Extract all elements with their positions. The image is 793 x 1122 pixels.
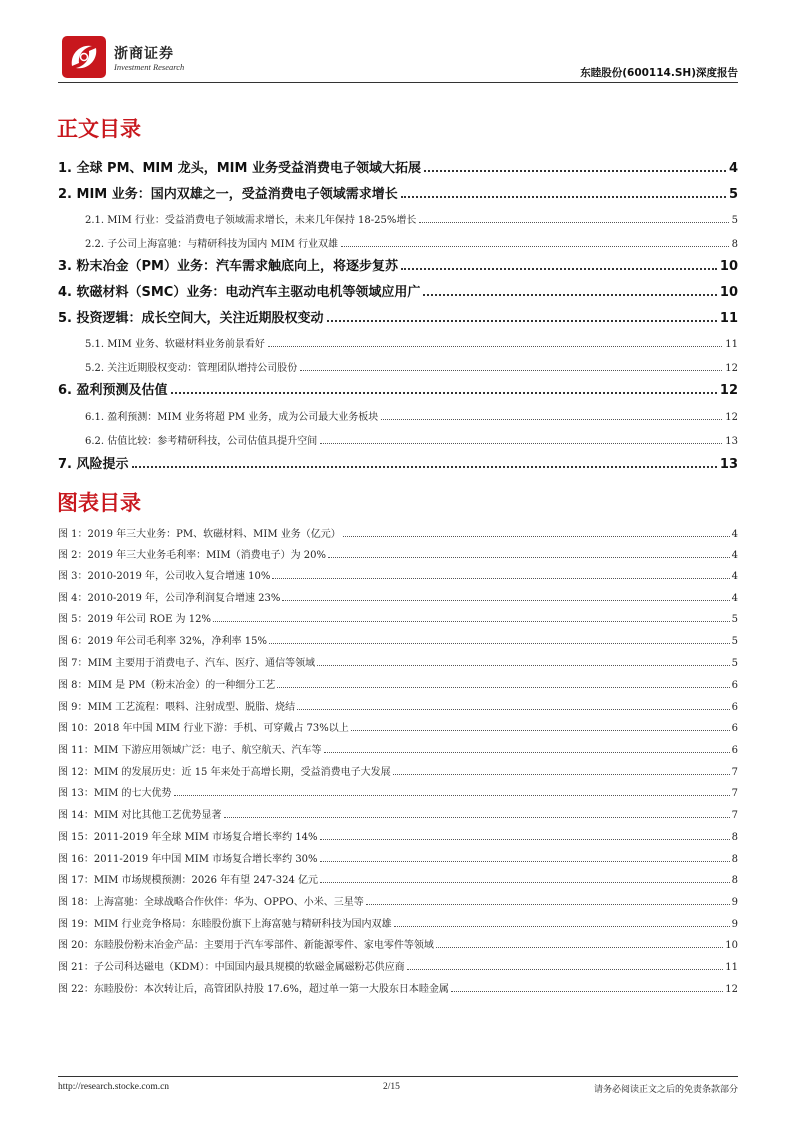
figure-entry-text: 图 22：东睦股份：本次转让后，高管团队持股 17.6%，超过单一第一大股东日本睦金属 [58,984,449,995]
figure-entry-text: 图 10：2018 年中国 MIM 行业下游：手机、可穿戴占 73%以上 [58,723,349,734]
page-indicator: 2/15 [383,1082,400,1092]
brand-name-en: Investment Research [114,62,185,72]
figure-entry[interactable] [58,524,738,540]
toc-entry-page: 11 [725,339,738,350]
dot-leader [343,536,730,537]
toc-entry-page: 13 [725,436,738,447]
dot-leader [317,665,729,666]
dot-leader [277,687,729,688]
toc-entry-text: 1. 全球 PM、MIM 龙头，MIM 业务受益消费电子领域大拓展 [58,161,421,176]
toc-entry[interactable] [58,282,738,300]
toc-entry-page: 12 [725,363,738,374]
figure-entry-page: 6 [731,702,738,713]
toc-entry-text: 4. 软磁材料（SMC）业务：电动汽车主驱动电机等领域应用广 [58,285,421,300]
figure-entry-text: 图 3：2010-2019 年，公司收入复合增速 10% [58,571,271,582]
toc-entry-text: 3. 粉末冶金（PM）业务：汽车需求触底向上，将逐步复苏 [58,259,398,274]
figure-entry-page: 8 [731,875,738,886]
figure-entry[interactable] [58,653,738,669]
report-title: 东睦股份(600114.SH)深度报告 [580,67,738,79]
dot-leader [401,268,717,270]
dot-leader [351,730,730,731]
toc-entry-text: 6.1. 盈利预测：MIM 业务将超 PM 业务，成为公司最大业务板块 [85,412,379,423]
dot-leader [300,370,722,371]
dot-leader [407,969,724,970]
dot-leader [320,882,730,883]
figure-entry-page: 7 [731,788,738,799]
figure-entry-page: 7 [731,810,738,821]
dot-leader [213,621,730,622]
figure-entry[interactable] [58,957,738,973]
dot-leader [366,904,730,905]
brand-name-cn: 浙商证券 [114,46,174,62]
dot-leader [419,222,728,223]
figure-entry-page: 5 [731,636,738,647]
toc-heading: 正文目录 [57,117,141,141]
figure-entry-text: 图 15：2011-2019 年全球 MIM 市场复合增长率约 14% [58,832,318,843]
figure-entry-text: 图 2：2019 年三大业务毛利率：MIM（消费电子）为 20% [58,550,327,561]
toc-entry-text: 6. 盈利预测及估值 [58,383,168,398]
toc-subentry[interactable] [58,332,738,350]
toc-entry-text: 5.2. 关注近期股权变动：管理团队增持公司股份 [85,363,298,374]
header-divider [58,82,738,83]
toc-entry-text: 5.1. MIM 业务、软磁材料业务前景看好 [85,339,265,350]
figure-entry-page: 7 [731,767,738,778]
toc-entry-page: 12 [725,412,738,423]
toc-entry[interactable] [58,158,738,176]
toc-entry[interactable] [58,308,738,326]
figure-entry-text: 图 16：2011-2019 年中国 MIM 市场复合增长率约 30% [58,854,318,865]
figure-entry[interactable] [58,609,738,625]
figure-list-heading: 图表目录 [57,491,141,515]
figure-entry[interactable] [58,740,738,756]
dot-leader [324,752,730,753]
dot-leader [282,600,729,601]
dot-leader [132,466,717,468]
toc-entry-text: 2.1. MIM 行业：受益消费电子领域需求增长，未来几年保持 18-25%增长 [85,215,417,226]
dot-leader [297,709,729,710]
figure-entry-text: 图 13：MIM 的七大优势 [58,788,172,799]
dot-leader [171,392,717,394]
figure-entry[interactable] [58,762,738,778]
disclaimer-notice: 请务必阅读正文之后的免责条款部分 [593,1085,738,1095]
figure-entry[interactable] [58,979,738,995]
toc-entry[interactable] [58,380,738,398]
toc-entry-page: 12 [719,383,738,398]
toc-entry[interactable] [58,184,738,202]
toc-entry-text: 7. 风险提示 [58,457,129,472]
figure-entry-text: 图 18：上海富驰：全球战略合作伙伴：华为、OPPO、小米、三星等 [58,897,364,908]
figure-entry[interactable] [58,631,738,647]
toc-subentry[interactable] [58,208,738,226]
toc-entry-text: 2. MIM 业务：国内双雄之一，受益消费电子领域需求增长 [58,187,398,202]
toc-entry-page: 5 [731,215,738,226]
figure-entry-page: 12 [725,984,738,995]
toc-entry-page: 10 [719,259,738,274]
dot-leader [381,419,722,420]
figure-entry-text: 图 4：2010-2019 年，公司净利润复合增速 23% [58,593,281,604]
toc-subentry[interactable] [58,232,738,250]
figure-entry-text: 图 20：东睦股份粉末冶金产品：主要用于汽车零部件、新能源零件、家电零件等领域 [58,940,434,951]
dot-leader [268,346,722,347]
figure-entry-text: 图 1：2019 年三大业务：PM、软磁材料、MIM 业务（亿元） [58,529,341,540]
page-header [58,34,738,80]
figure-entry-page: 4 [731,571,738,582]
dot-leader [320,443,722,444]
figure-entry-text: 图 19：MIM 行业竞争格局：东睦股份旗下上海富驰与精研科技为国内双雄 [58,919,392,930]
dot-leader [393,774,730,775]
figure-entry-text: 图 14：MIM 对比其他工艺优势显著 [58,810,222,821]
figure-entry-text: 图 21：子公司科达磁电（KDM）：中国国内最具规模的软磁金属磁粉芯供应商 [58,962,405,973]
figure-entry-page: 5 [731,614,738,625]
toc-subentry[interactable] [58,429,738,447]
figure-entry-page: 6 [731,745,738,756]
figure-entry[interactable] [58,892,738,908]
toc-entry-page: 11 [719,311,738,326]
dot-leader [394,926,730,927]
figure-entry[interactable] [58,718,738,734]
toc-entry-text: 5. 投资逻辑：成长空间大，关注近期股权变动 [58,311,324,326]
figure-entry-page: 8 [731,854,738,865]
figure-entry[interactable] [58,675,738,691]
dot-leader [224,817,730,818]
toc-entry-text: 2.2. 子公司上海富驰：与精研科技为国内 MIM 行业双雄 [85,239,339,250]
figure-entry[interactable] [58,827,738,843]
dot-leader [320,861,730,862]
figure-entry[interactable] [58,849,738,865]
toc-entry-text: 6.2. 估值比较：参考精研科技，公司估值具提升空间 [85,436,318,447]
figure-entry-page: 10 [725,940,738,951]
dot-leader [451,991,723,992]
figure-entry-page: 6 [731,723,738,734]
figure-entry-page: 9 [731,919,738,930]
toc-entry-page: 5 [728,187,738,202]
figure-entry[interactable] [58,805,738,821]
toc-entry[interactable] [58,256,738,274]
figure-entry-text: 图 7：MIM 主要用于消费电子、汽车、医疗、通信等领域 [58,658,316,669]
dot-leader [269,643,730,644]
toc-subentry[interactable] [58,405,738,423]
figure-entry[interactable] [58,935,738,951]
figure-entry-text: 图 9：MIM 工艺流程：喂料、注射成型、脱脂、烧结 [58,702,296,713]
figure-entry-page: 11 [725,962,738,973]
figure-entry-page: 8 [731,832,738,843]
figure-entry-page: 6 [731,680,738,691]
figure-entry[interactable] [58,566,738,582]
figure-entry-page: 4 [731,550,738,561]
figure-entry-text: 图 6：2019 年公司毛利率 32%，净利率 15% [58,636,267,647]
figure-entry-page: 9 [731,897,738,908]
toc-entry-page: 4 [728,161,738,176]
toc-entry-page: 8 [731,239,738,250]
toc-entry-page: 10 [719,285,738,300]
dot-leader [320,839,730,840]
figure-entry-page: 4 [731,529,738,540]
dot-leader [424,170,726,172]
figure-entry[interactable] [58,914,738,930]
dot-leader [401,196,726,198]
figure-entry-page: 5 [731,658,738,669]
figure-entry-text: 图 5：2019 年公司 ROE 为 12% [58,614,211,625]
figure-entry[interactable] [58,545,738,561]
dot-leader [423,294,717,296]
figure-entry[interactable] [58,588,738,604]
footer-url-link[interactable]: http://research.stocke.com.cn [58,1082,170,1092]
figure-entry[interactable] [58,697,738,713]
footer-divider [58,1076,738,1077]
toc-subentry[interactable] [58,356,738,374]
dot-leader [174,795,730,796]
dot-leader [328,557,730,558]
dot-leader [436,947,723,948]
figure-entry-page: 4 [731,593,738,604]
figure-entry[interactable] [58,870,738,886]
figure-entry-text: 图 11：MIM 下游应用领域广泛：电子、航空航天、汽车等 [58,745,322,756]
toc-entry-page: 13 [719,457,738,472]
dot-leader [327,320,717,322]
toc-entry[interactable] [58,454,738,472]
dot-leader [341,246,729,247]
figure-entry-text: 图 12：MIM 的发展历史：近 15 年来处于高增长期，受益消费电子大发展 [58,767,391,778]
company-logo-icon [62,36,106,78]
figure-entry-text: 图 8：MIM 是 PM（粉末冶金）的一种细分工艺 [58,680,276,691]
figure-entry-text: 图 17：MIM 市场规模预测：2026 年有望 247-324 亿元 [58,875,319,886]
dot-leader [272,578,729,579]
figure-entry[interactable] [58,783,738,799]
